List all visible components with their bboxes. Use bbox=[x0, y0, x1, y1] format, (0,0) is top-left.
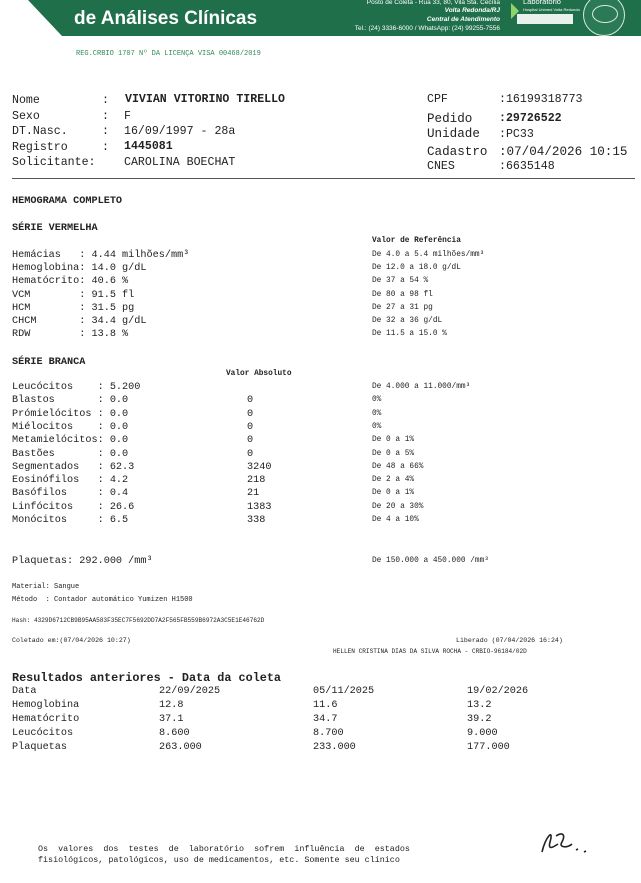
hash-line: Hash: 4329D6712CB9B95AA583F35EC7F5692DD7A2F565FB559B6972A3C5E1E46762D bbox=[12, 617, 265, 624]
white-series-absolute: 0 bbox=[247, 435, 254, 447]
absolute-value-header: Valor Absoluto bbox=[226, 370, 292, 378]
registration-line: REG.CRBIO 1707 Nº DA LICENÇA VISA 00468/2019 bbox=[76, 50, 261, 58]
previous-row-value: 263.000 bbox=[159, 742, 202, 753]
white-series-reference: De 4 a 10% bbox=[372, 516, 419, 524]
previous-row-value: 8.600 bbox=[159, 728, 190, 739]
red-series-reference: De 37 a 54 % bbox=[372, 277, 429, 286]
white-series-absolute: 0 bbox=[247, 421, 254, 433]
label-requester: Solicitante: bbox=[12, 156, 96, 169]
white-series-result: Segmentados : 62.3 bbox=[12, 461, 135, 473]
label-record: Registro bbox=[12, 141, 68, 154]
white-series-reference: De 20 a 30% bbox=[372, 502, 424, 511]
red-series-reference: De 11.5 a 15.0 % bbox=[372, 330, 447, 339]
previous-row-value: 8.700 bbox=[313, 728, 344, 739]
reference-header: Valor de Referência bbox=[372, 237, 461, 245]
white-series-result: Linfócitos : 26.6 bbox=[12, 501, 135, 513]
white-series-absolute: 21 bbox=[247, 488, 260, 500]
white-series-result: Miélocitos : 0.0 bbox=[12, 421, 129, 433]
label-cpf: CPF bbox=[427, 93, 448, 106]
previous-row-label: Hemoglobina bbox=[12, 700, 80, 711]
white-series-result: Eosinófilos : 4.2 bbox=[12, 475, 129, 487]
label-cadastro: Cadastro bbox=[427, 145, 488, 159]
white-series-absolute: 0 bbox=[247, 395, 254, 407]
white-series-reference: De 0 a 1% bbox=[372, 436, 415, 445]
header-phone: Tel.: (24) 3336-6000 / WhatsApp: (24) 99255-7556 bbox=[354, 25, 500, 32]
lab-logo bbox=[507, 0, 581, 36]
previous-column-header: 05/11/2025 bbox=[313, 686, 375, 697]
patient-sex: F bbox=[124, 110, 131, 123]
patient-birth: 16/09/1997 - 28a bbox=[124, 125, 236, 138]
platelets-reference: De 150.000 a 450.000 /mm³ bbox=[372, 557, 489, 565]
white-series-result: Basófilos : 0.4 bbox=[12, 488, 129, 500]
previous-row-value: 233.000 bbox=[313, 742, 356, 753]
label-birth: DT.Nasc. bbox=[12, 125, 68, 138]
patient-record: 1445081 bbox=[124, 140, 173, 153]
lab-brand-name: de Análises Clínicas bbox=[74, 8, 258, 29]
method-line: Método : Contador automático Yumizen H1500 bbox=[12, 596, 193, 604]
footer-note-line2: fisiológicos, patológicos, uso de medicamentos, etc. Somente seu clínico bbox=[38, 855, 400, 865]
patient-order: :29726522 bbox=[499, 112, 562, 125]
label-sex: Sexo bbox=[12, 110, 40, 123]
previous-row-value: 13.2 bbox=[467, 700, 492, 711]
report-header bbox=[0, 0, 641, 38]
divider bbox=[12, 178, 635, 179]
previous-row-value: 11.6 bbox=[313, 700, 338, 711]
signer-line: HELLEN CRISTINA DIAS DA SILVA ROCHA - CRBIO-96184/02D bbox=[333, 648, 527, 655]
colon: : bbox=[102, 110, 109, 123]
red-series-reference: De 4.0 a 5.4 milhões/mm³ bbox=[372, 251, 485, 259]
previous-row-value: 9.000 bbox=[467, 728, 498, 739]
platelets-result: Plaquetas: 292.000 /mm³ bbox=[12, 556, 153, 567]
red-series-reference: De 32 a 36 g/dL bbox=[372, 317, 443, 325]
white-series-reference: De 4.000 a 11.000/mm³ bbox=[372, 383, 471, 391]
released-date: Liberado (07/04/2026 16:24) bbox=[456, 637, 563, 644]
white-series-absolute: 3240 bbox=[247, 461, 272, 473]
white-series-reference: De 0 a 1% bbox=[372, 489, 415, 498]
patient-cpf: :16199318773 bbox=[499, 93, 583, 106]
previous-row-value: 39.2 bbox=[467, 714, 492, 725]
white-series-reference: De 2 a 4% bbox=[372, 476, 415, 485]
previous-row-label: Hematócrito bbox=[12, 714, 80, 725]
previous-row-value: 34.7 bbox=[313, 714, 338, 725]
white-series-absolute: 338 bbox=[247, 515, 266, 526]
white-series-reference: 0% bbox=[372, 409, 382, 418]
patient-unit: :PC33 bbox=[499, 128, 534, 141]
red-series-reference: De 12.0 a 18.0 g/dL bbox=[372, 264, 461, 273]
red-series-result: HCM : 31.5 pg bbox=[12, 302, 135, 314]
label-cnes: CNES bbox=[427, 160, 455, 173]
white-series-reference: De 48 a 66% bbox=[372, 462, 424, 471]
previous-row-label: Plaquetas bbox=[12, 742, 68, 753]
collected-date: Coletado em:(07/04/2026 10:27) bbox=[12, 637, 131, 644]
white-series-absolute: 1383 bbox=[247, 501, 272, 513]
red-series-title: SÉRIE VERMELHA bbox=[12, 223, 98, 234]
white-series-result: Monócitos : 6.5 bbox=[12, 515, 129, 526]
header-contact-title: Central de Atendimento bbox=[426, 16, 500, 23]
white-series-absolute: 0 bbox=[247, 408, 254, 420]
white-series-reference: De 0 a 5% bbox=[372, 449, 415, 458]
exam-title: HEMOGRAMA COMPLETO bbox=[12, 196, 123, 207]
material-line: Material: Sangue bbox=[12, 583, 80, 591]
previous-row-value: 12.8 bbox=[159, 700, 184, 711]
previous-row-value: 177.000 bbox=[467, 742, 510, 753]
colon: : bbox=[102, 141, 109, 154]
header-address: Posto de Coleta - Rua 33, 80, Vila Sta. Cecília bbox=[366, 0, 500, 6]
label-unit: Unidade bbox=[427, 127, 480, 141]
label-name: Nome bbox=[12, 94, 40, 107]
lab-logo-word: Laboratório bbox=[523, 0, 561, 6]
white-series-absolute: 0 bbox=[247, 448, 254, 460]
previous-column-header: 22/09/2025 bbox=[159, 686, 221, 697]
white-series-result: Blastos : 0.0 bbox=[12, 395, 129, 407]
white-series-reference: 0% bbox=[372, 422, 382, 431]
previous-row-label: Leucócitos bbox=[12, 728, 74, 739]
signature bbox=[532, 822, 622, 862]
header-city: Volta Redonda/RJ bbox=[444, 7, 500, 14]
colon: : bbox=[102, 94, 109, 107]
white-series-result: Bastões : 0.0 bbox=[12, 448, 129, 460]
red-series-reference: De 27 a 31 pg bbox=[372, 303, 433, 312]
patient-cnes: :6635148 bbox=[499, 160, 555, 173]
previous-column-header: 19/02/2026 bbox=[467, 686, 529, 697]
red-series-result: CHCM : 34.4 g/dL bbox=[12, 316, 147, 327]
white-series-result: Leucócitos : 5.200 bbox=[12, 382, 141, 393]
previous-column-header: Data bbox=[12, 686, 37, 697]
white-series-reference: 0% bbox=[372, 396, 382, 405]
lab-logo-sub: Hospital Unimed Volta Redonda bbox=[523, 7, 580, 12]
red-series-result: RDW : 13.8 % bbox=[12, 329, 129, 341]
white-series-result: Prómielócitos : 0.0 bbox=[12, 408, 129, 420]
previous-results-title: Resultados anteriores - Data da coleta bbox=[12, 671, 282, 685]
white-series-result: Metamielócitos: 0.0 bbox=[12, 435, 129, 447]
patient-requester: CAROLINA BOECHAT bbox=[124, 156, 236, 169]
red-series-result: VCM : 91.5 fl bbox=[12, 289, 135, 301]
red-series-reference: De 80 a 98 fl bbox=[372, 290, 433, 299]
patient-name: VIVIAN VITORINO TIRELLO bbox=[125, 93, 286, 106]
label-order: Pedido bbox=[427, 112, 473, 126]
red-series-result: Hemoglobina: 14.0 g/dL bbox=[12, 263, 147, 275]
red-series-result: Hematócrito: 40.6 % bbox=[12, 276, 129, 288]
previous-row-value: 37.1 bbox=[159, 714, 184, 725]
red-series-result: Hemácias : 4.44 milhões/mm³ bbox=[12, 250, 190, 261]
white-series-absolute: 218 bbox=[247, 475, 266, 487]
patient-cadastro: :07/04/2026 10:15 bbox=[499, 145, 628, 159]
footer-note-line1: Os valores dos testes de laboratório sofrem influência de estados bbox=[38, 844, 410, 854]
white-series-title: SÉRIE BRANCA bbox=[12, 357, 86, 368]
colon: : bbox=[102, 125, 109, 138]
